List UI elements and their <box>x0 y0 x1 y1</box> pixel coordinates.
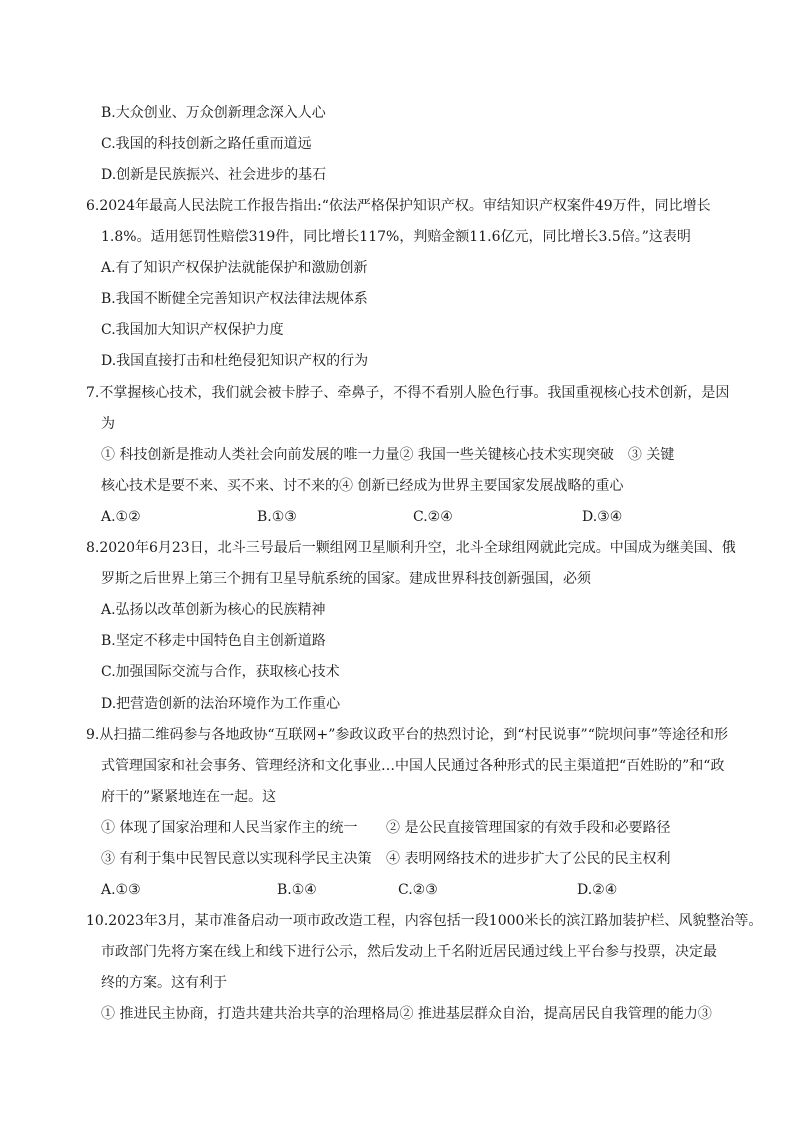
q7-items-line-1: ① 科技创新是推动人类社会向前发展的唯一力量② 我国一些关键核心技术实现突破 ③ 关键 <box>101 447 675 463</box>
q6-stem-line-1: 6.2024年最高人民法院工作报告指出:“依法严格保护知识产权。审结知识产权案件49万件，同比增长 <box>86 198 711 214</box>
q9-item-2: ② 是公民直接管理国家的有效手段和必要路径 <box>386 820 671 836</box>
q9-item-4: ④ 表明网络技术的进步扩大了公民的民主权利 <box>386 851 671 867</box>
q9-option-b: B.①④ <box>277 882 317 898</box>
q7-option-a: A.①② <box>101 509 141 525</box>
q7-stem-line-1: 7.不掌握核心技术，我们就会被卡脖子、牵鼻子，不得不看别人脸色行事。我国重视核心技术创新，是因 <box>86 385 730 401</box>
q9-option-d: D.②④ <box>577 882 618 898</box>
q8-option-a: A.弘扬以改革创新为核心的民族精神 <box>101 602 326 618</box>
q9-items-row-1 <box>0 818 794 838</box>
q6-option-b: B.我国不断健全完善知识产权法律法规体系 <box>101 291 368 307</box>
q5-option-d: D.创新是民族振兴、社会进步的基石 <box>101 167 327 183</box>
q8-stem-line-1: 8.2020年6月23日，北斗三号最后一颗组网卫星顺利升空，北斗全球组网就此完成。中国成为继美国、俄 <box>86 540 736 556</box>
q10-stem-line-1: 10.2023年3月，某市准备启动一项市政改造工程，内容包括一段1000米长的滨江路加装护栏、风貌整治等。 <box>86 913 763 929</box>
q7-option-b: B.①③ <box>257 509 297 525</box>
q9-item-3: ③ 有利于集中民智民意以实现科学民主决策 <box>101 851 372 867</box>
q5-option-c: C.我国的科技创新之路任重而道远 <box>101 136 312 152</box>
q8-stem-line-2: 罗斯之后世界上第三个拥有卫星导航系统的国家。建成世界科技创新强国，必须 <box>101 571 591 587</box>
q9-options-row <box>0 880 794 900</box>
q7-options-row <box>0 507 794 527</box>
q10-stem-line-3: 终的方案。这有利于 <box>101 975 227 991</box>
q9-option-c: C.②③ <box>398 882 438 898</box>
q9-stem-line-3: 府干的”紧紧地连在一起。这 <box>101 789 277 805</box>
q6-stem-line-2: 1.8%。适用惩罚性赔偿319件，同比增长117%，判赔金额11.6亿元，同比增长3.5倍。”这表明 <box>101 229 691 245</box>
q9-option-a: A.①③ <box>101 882 141 898</box>
q6-option-d: D.我国直接打击和杜绝侵犯知识产权的行为 <box>101 353 369 369</box>
q7-stem-line-2: 为 <box>101 416 115 432</box>
q6-option-a: A.有了知识产权保护法就能保护和激励创新 <box>101 260 368 276</box>
q9-item-1: ① 体现了国家治理和人民当家作主的统一 <box>101 820 358 836</box>
q10-stem-line-2: 市政部门先将方案在线上和线下进行公示，然后发动上千名附近居民通过线上平台参与投票，决定最 <box>101 944 717 960</box>
q8-option-c: C.加强国际交流与合作，获取核心技术 <box>101 664 340 680</box>
q9-items-row-2 <box>0 849 794 869</box>
q8-option-d: D.把营造创新的法治环境作为工作重心 <box>101 696 341 712</box>
q7-option-d: D.③④ <box>582 509 623 525</box>
q7-items-line-2: 核心技术是要不来、买不来、讨不来的④ 创新已经成为世界主要国家发展战略的重心 <box>101 478 624 494</box>
q5-option-b: B.大众创业、万众创新理念深入人心 <box>101 105 326 121</box>
q10-items-line-1: ① 推进民主协商，打造共建共治共享的治理格局② 推进基层群众自治，提高居民自我管理的能力③ <box>101 1006 712 1022</box>
q9-stem-line-2: 式管理国家和社会事务、管理经济和文化事业…中国人民通过各种形式的民主渠道把“百姓盼的”和“政 <box>101 758 725 774</box>
q8-option-b: B.坚定不移走中国特色自主创新道路 <box>101 633 326 649</box>
q6-option-c: C.我国加大知识产权保护力度 <box>101 322 284 338</box>
q9-stem-line-1: 9.从扫描二维码参与各地政协“互联网+”参政议政平台的热烈讨论，到“村民说事”“院坝问事”等途径和形 <box>86 727 729 743</box>
q7-option-c: C.②④ <box>413 509 453 525</box>
